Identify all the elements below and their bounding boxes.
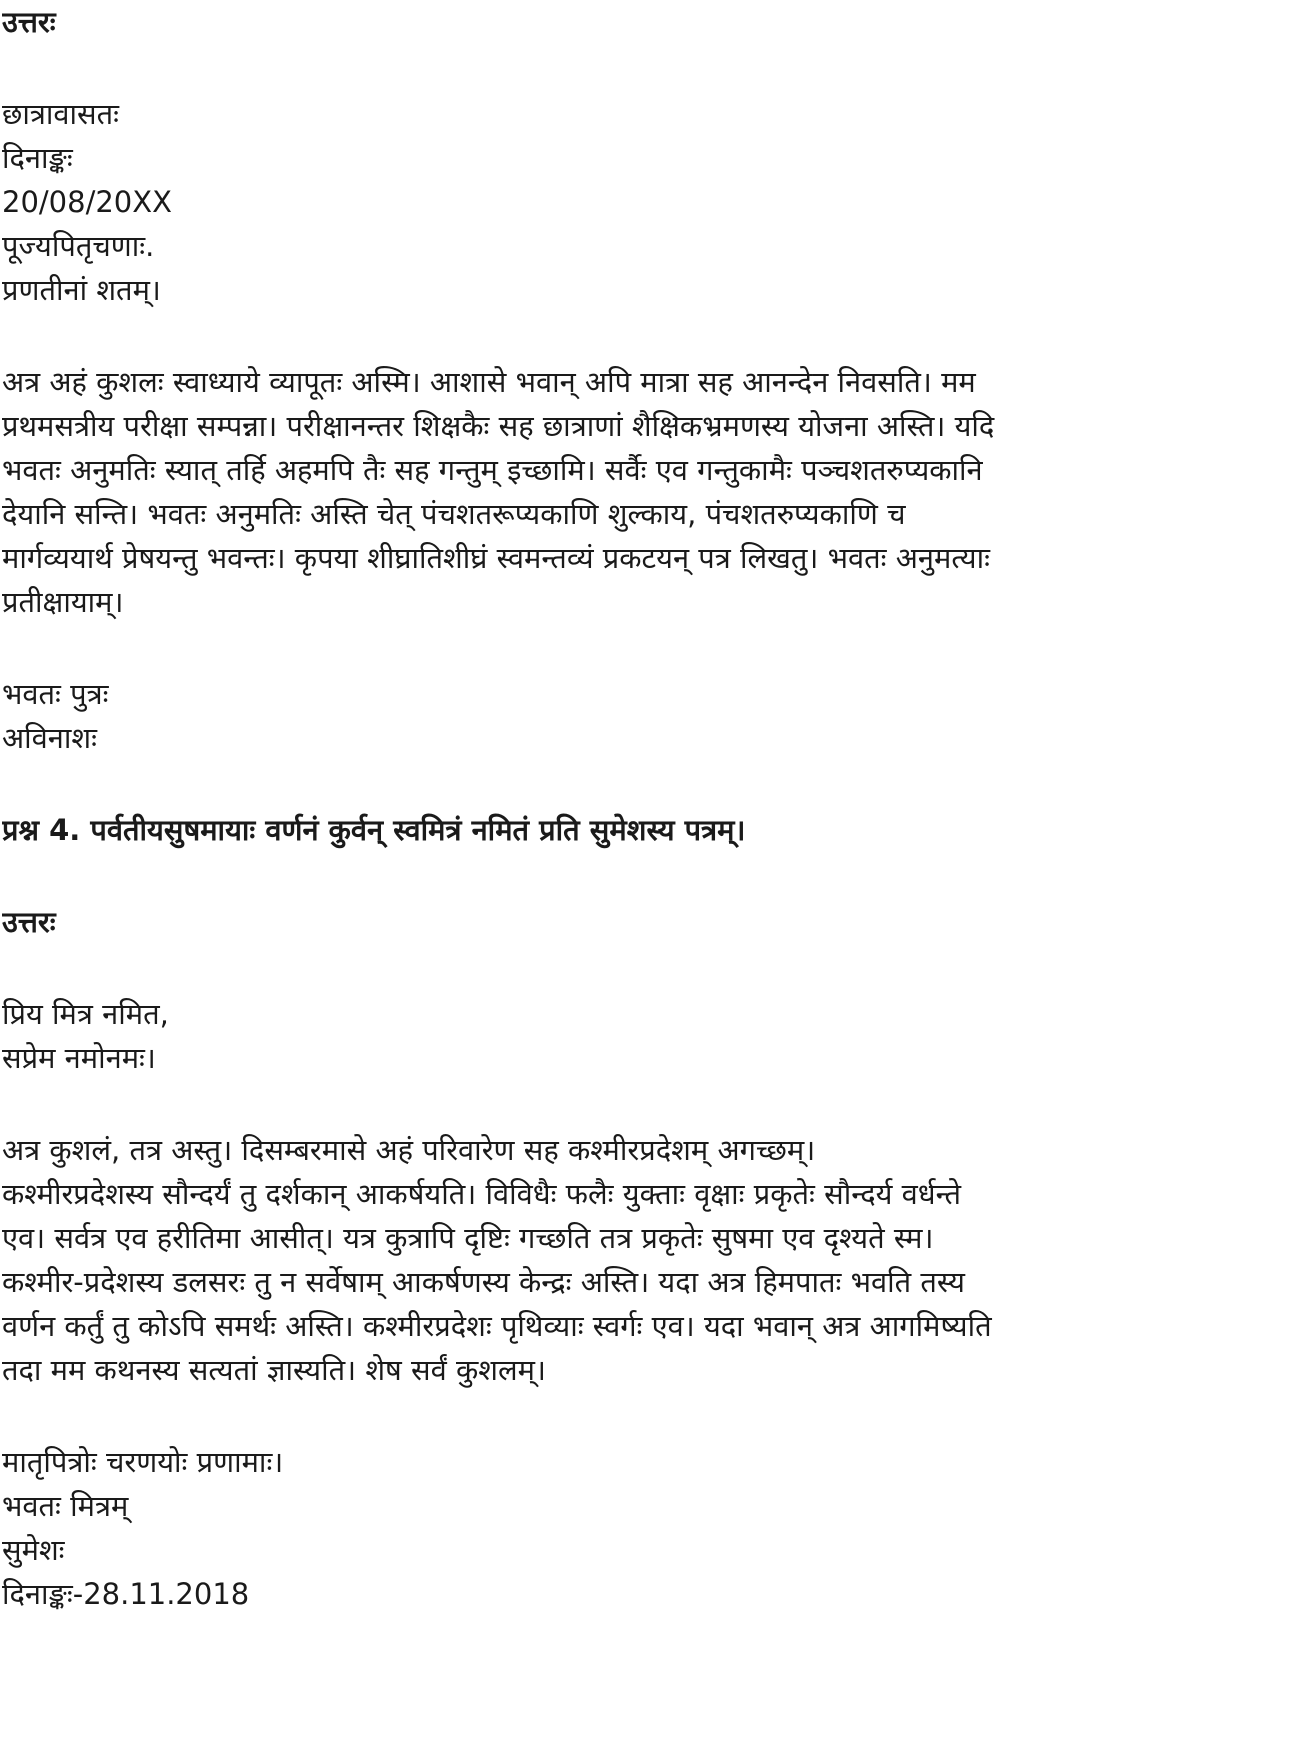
letter-closing: [2, 1440, 1298, 1616]
letter-body: [2, 1128, 1298, 1392]
closing-line: भवतः मित्रम्: [2, 1489, 129, 1523]
body-line: प्रतीक्षायाम्।: [2, 585, 124, 619]
spacer: [2, 760, 1298, 808]
spacer: [2, 44, 1298, 92]
letter-body: [2, 360, 1298, 624]
signature-name: सुमेशः: [2, 1533, 65, 1567]
spacer: [2, 852, 1298, 900]
body-line: कश्मीरप्रदेशस्य सौन्दर्यं तु दर्शकान् आकर्षयति। विविधैः फलैः युक्ताः वृक्षाः प्रकृतेः सौन्दर्य वर्धन्ते: [2, 1177, 962, 1211]
spacer: [2, 312, 1298, 360]
letter-greeting-block: [2, 992, 1298, 1080]
signature-name: अविनाशः: [2, 721, 97, 755]
spacer: [2, 1392, 1298, 1440]
body-line: मार्गव्ययार्थ प्रेषयन्तु भवन्तः। कृपया शीघ्रातिशीघ्रं स्वमन्तव्यं प्रकटयन् पत्र लिखतु। भवतः अनुमत्याः: [2, 541, 990, 575]
body-line: कश्मीर-प्रदेशस्य डलसरः तु न सर्वेषाम् आकर्षणस्य केन्द्रः अस्ति। यदा अत्र हिमपातः भवति तस्य: [2, 1265, 965, 1299]
body-line: वर्णन कर्तुं तु कोऽपि समर्थः अस्ति। कश्मीरप्रदेशः पृथिव्याः स्वर्गः एव। यदा भवान् अत्र आगमिष्यति: [2, 1309, 992, 1343]
spacer: [2, 944, 1298, 992]
greeting: प्रणतीनां शतम्।: [2, 273, 161, 307]
body-line: देयानि सन्ति। भवतः अनुमतिः अस्ति चेत् पंचशतरूप्यकाणि शुल्काय, पंचशतरुप्यकाणि च: [2, 497, 906, 531]
body-line: अत्र कुशलं, तत्र अस्तु। दिसम्बरमासे अहं परिवारेण सह कश्मीरप्रदेशम् अगच्छम्।: [2, 1133, 816, 1167]
spacer: [2, 1080, 1298, 1128]
salutation: प्रिय मित्र नमित,: [2, 997, 169, 1031]
date-value: 20/08/20XX: [2, 185, 172, 219]
answer-heading: उत्तरः: [2, 905, 56, 939]
address-line: छात्रावासतः: [2, 97, 119, 131]
letter-closing: [2, 672, 1298, 760]
body-line: एव। सर्वत्र एव हरीतिमा आसीत्। यत्र कुत्रापि दृष्टिः गच्छति तत्र प्रकृतेः सुषमा एव दृश्यते स्म।: [2, 1221, 934, 1255]
question-heading: प्रश्न 4. पर्वतीयसुषमायाः वर्णनं कुर्वन् स्वमित्रं नमितं प्रति सुमेशस्य पत्रम्।: [2, 813, 746, 847]
date-line: दिनाङ्कः-28.11.2018: [2, 1577, 250, 1611]
letter-address-block: [2, 92, 1298, 312]
body-line: तदा मम कथनस्य सत्यतां ज्ञास्यति। शेष सर्वं कुशलम्।: [2, 1353, 546, 1387]
greeting: सप्रेम नमोनमः।: [2, 1041, 156, 1075]
closing-line: भवतः पुत्रः: [2, 677, 109, 711]
body-line: प्रथमसत्रीय परीक्षा सम्पन्ना। परीक्षानन्तर शिक्षकैः सह छात्राणां शैक्षिकभ्रमणस्य योजना अस्ति। यदि: [2, 409, 995, 443]
closing-line: मातृपित्रोः चरणयोः प्रणामाः।: [2, 1445, 284, 1479]
answer-heading: उत्तरः: [2, 5, 56, 39]
document-page: [2, 0, 1298, 1616]
spacer: [2, 624, 1298, 672]
body-line: अत्र अहं कुशलः स्वाध्याये व्यापूतः अस्मि। आशासे भवान् अपि मात्रा सह आनन्देन निवसति। मम: [2, 365, 976, 399]
date-label: दिनाङ्कः: [2, 141, 73, 175]
salutation: पूज्यपितृचणाः.: [2, 229, 155, 263]
body-line: भवतः अनुमतिः स्यात् तर्हि अहमपि तैः सह गन्तुम् इच्छामि। सर्वैः एव गन्तुकामैः पञ्चशतरुप्यकानि: [2, 453, 983, 487]
